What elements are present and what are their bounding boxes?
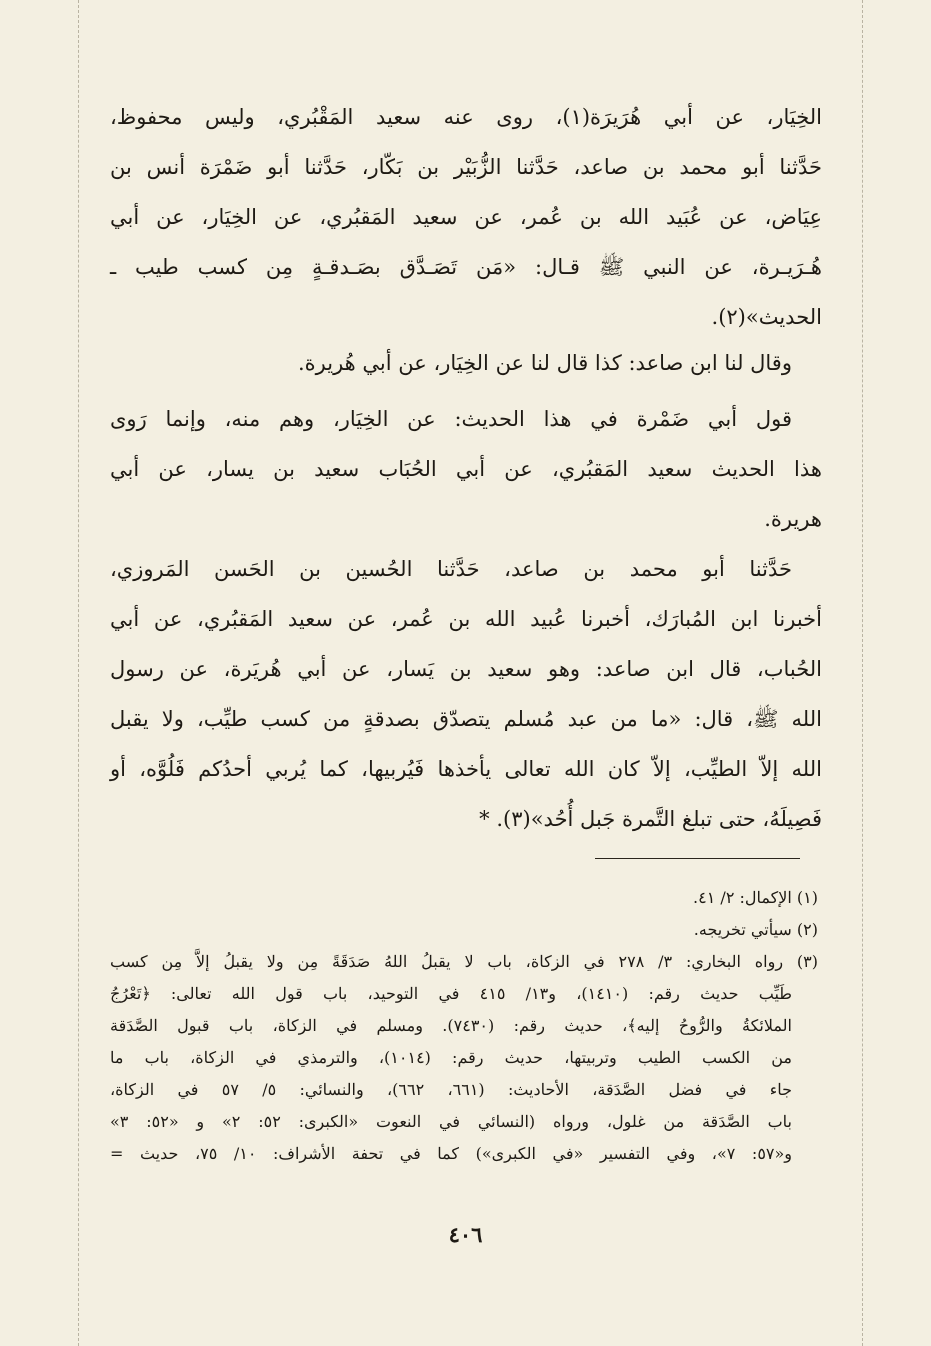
footnote-line: باب الصَّدَقة من غلول، ورواه (النسائي في النعوت «الكبرى: ٥٢: ٢» و «٥٢: ٣» xyxy=(110,1112,793,1131)
footnote-line: (١) الإكمال: ٢/ ٤١. xyxy=(693,888,818,907)
paragraph-line: الله ﷺ، قال: «ما من عبد مُسلم يتصدّق بصدقةٍ من كسب طيِّب، ولا يقبل xyxy=(110,707,822,731)
paragraph-line: هريرة. xyxy=(764,507,822,531)
paragraph-1 xyxy=(110,92,822,342)
paragraph-line: حَدَّثنا أبو محمد بن صاعد، حَدَّثنا الزُّبَيْر بن بَكّار، حَدَّثنا أبو ضَمْرَة أنس بن xyxy=(110,155,822,179)
paragraph-2 xyxy=(110,338,792,388)
footnote-separator xyxy=(595,858,800,859)
paragraph-line: قول أبي ضَمْرة في هذا الحديث: عن الخِيَار، وهم منه، وإنما رَوى xyxy=(110,407,792,431)
footnote-line: و«٥٧: ٧»، وفي التفسير «في الكبرى») كما في تحفة الأشراف: ١٠/ ٧٥، حديث = xyxy=(110,1144,793,1163)
right-margin-rule xyxy=(862,0,863,1346)
footnote-line: (٣) رواه البخاري: ٣/ ٢٧٨ في الزكاة، باب لا يقبلُ اللهُ صَدَقَةً مِن ولا يقبلُ إلاَّ مِن كسب xyxy=(110,952,819,971)
footnote-line: جاء في فضل الصَّدَقة، الأحاديث: (٦٦١، ٦٦٢)، والنسائي: ٥/ ٥٧ في الزكاة، xyxy=(110,1080,793,1099)
paragraph-line: أخبرنا ابن المُبارَك، أخبرنا عُبيد الله بن عُمر، عن سعيد المَقبُري، عن أبي xyxy=(110,607,822,631)
footnote-line: (٢) سيأتي تخريجه. xyxy=(693,920,818,939)
paragraph-line: الخِيَار، عن أبي هُرَيرَة(١)، روى عنه سعيد المَقْبُري، وليس محفوظ، xyxy=(110,105,822,129)
paragraph-4 xyxy=(110,544,822,844)
footnotes xyxy=(110,882,818,1170)
paragraph-line: هذا الحديث سعيد المَقبُري، عن أبي الحُبَاب سعيد بن يسار، عن أبي xyxy=(110,457,822,481)
paragraph-line: هُـرَيـرة، عن النبي ﷺ قـال: «مَن تَصَـدَّق بصَـدقـةٍ مِن كسب طيب ـ xyxy=(110,255,822,279)
page-number: ٤٠٦ xyxy=(448,1222,483,1247)
paragraph-line: فَصِيلَهُ، حتى تبلغ التَّمرة جَبل أُحُد»(٣). * xyxy=(479,807,822,831)
paragraph-line: حَدَّثنا أبو محمد بن صاعد، حَدَّثنا الحُسين بن الحَسن المَروزي، xyxy=(110,557,792,581)
paragraph-3 xyxy=(110,394,822,544)
paragraph-line: عِيَاض، عن عُبَيد الله بن عُمر، عن سعيد المَقبُري، عن الخِيَار، عن أبي xyxy=(110,205,822,229)
footnote-line: طَيِّب حديث رقم: (١٤١٠)، و١٣/ ٤١٥ في التوحيد، باب قول الله تعالى: ﴿تَعْرُجُ xyxy=(110,984,793,1003)
paragraph-line: وقال لنا ابن صاعد: كذا قال لنا عن الخِيَار، عن أبي هُريرة. xyxy=(297,351,792,375)
paragraph-line: الحديث»(٢). xyxy=(711,305,822,329)
footnote-line: الملائكةُ والرُّوحُ إليه﴾، حديث رقم: (٧٤٣٠). ومسلم في الزكاة، باب قبول الصَّدَقة xyxy=(110,1016,793,1035)
footnote-line: من الكسب الطيب وتربيتها، حديث رقم: (١٠١٤)، والترمذي في الزكاة، باب ما xyxy=(110,1048,793,1067)
paragraph-line: الله إلاّ الطيِّب، إلاّ كان الله تعالى يأخذها فَيُربيها، كما يُربي أحدُكم فَلُوَّه، أو xyxy=(110,757,822,781)
paragraph-line: الحُباب، قال ابن صاعد: وهو سعيد بن يَسار، عن أبي هُريَرة، عن رسول xyxy=(110,657,822,681)
left-margin-rule xyxy=(78,0,79,1346)
